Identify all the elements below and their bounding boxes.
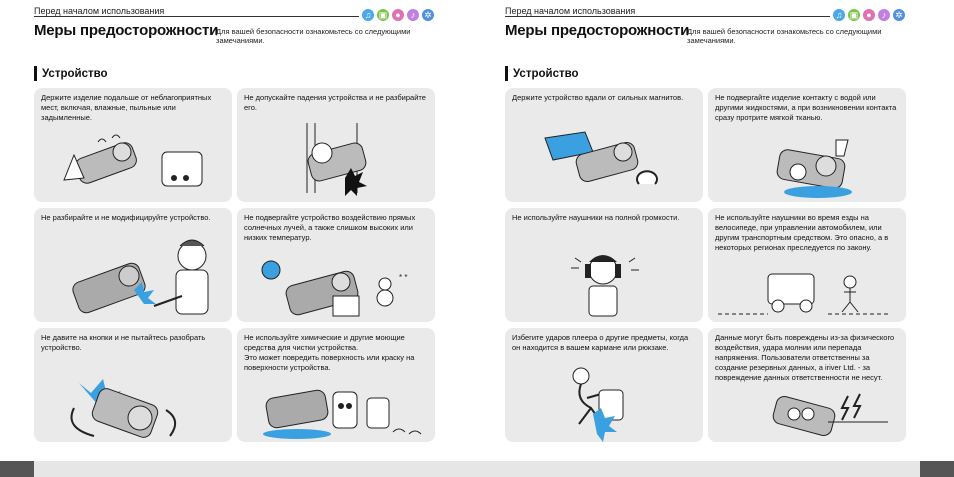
footer-block-right — [920, 461, 954, 477]
caution-text: Не используйте наушники во время езды на велосипеде, при управлении автомобилем, или другим транспортным средством. Это опасно, а в некоторых регионах преследуется по закону. — [715, 213, 889, 252]
caution-text: Держите устройство вдали от сильных магнитов. — [512, 93, 684, 102]
caution-text: Избегите ударов плеера о другие предметы, когда он находится в вашем кармане или рюкзаке. — [512, 333, 689, 352]
breadcrumb: Перед началом использования — [34, 6, 165, 16]
caution-text: Не разбирайте и не модифицируйте устройство. — [41, 213, 211, 222]
music-icon: ♫ — [833, 9, 845, 21]
section-label: Устройство — [513, 67, 579, 80]
magnet-illustration — [505, 118, 703, 202]
traffic-illustration — [708, 262, 906, 322]
caution-text: Не допускайте падения устройства и не разбирайте его. — [244, 93, 426, 112]
caution-card — [505, 328, 703, 442]
intro-text: Для вашей безопасности ознакомьтесь со следующими замечаниями. — [687, 27, 882, 45]
breadcrumb: Перед началом использования — [505, 6, 636, 16]
right-page — [505, 0, 915, 460]
section-heading — [505, 66, 579, 81]
svg-text:* *: * * — [399, 273, 408, 282]
caution-card — [708, 328, 906, 442]
radio-icon: ♪ — [407, 9, 419, 21]
caution-text: Не подвергайте устройство воздействию прямых солнечных лучей, а также слишком высоких или низких температур. — [244, 213, 416, 242]
temperature-illustration — [237, 250, 435, 322]
data-loss-illustration — [708, 392, 906, 442]
left-page — [34, 0, 444, 460]
footer-bar — [0, 461, 954, 477]
caution-card — [708, 88, 906, 202]
water-illustration — [708, 132, 906, 202]
caution-card — [708, 208, 906, 322]
settings-icon: ✲ — [422, 9, 434, 21]
section-bar — [34, 66, 37, 81]
header-divider — [505, 16, 830, 17]
caution-card — [34, 208, 232, 322]
video-icon: ● — [392, 9, 404, 21]
page-title: Меры предосторожности — [34, 22, 219, 39]
chemicals-illustration — [237, 376, 435, 442]
caution-card — [505, 208, 703, 322]
photo-icon: ▣ — [849, 10, 859, 20]
caution-text: Держите изделие подальше от неблагоприятных мест, включая, влажные, пыльные или задымленные. — [41, 93, 212, 122]
headphones-illustration — [505, 242, 703, 322]
caution-text: Не используйте химические и другие моющие средства для чистки устройства. Это может повредить поверхность или краску на поверхности устройства. — [244, 333, 415, 372]
drop-illustration — [237, 118, 435, 202]
caution-card — [34, 328, 232, 442]
section-heading — [34, 66, 108, 81]
humidity-illustration — [34, 130, 232, 202]
caution-text: Не давите на кнопки и не пытайтесь разобрать устройство. — [41, 333, 206, 352]
header-divider — [34, 16, 359, 17]
photo-icon: ▣ — [378, 10, 388, 20]
music-icon: ♫ — [362, 9, 374, 21]
settings-icon: ✲ — [893, 9, 905, 21]
caution-card — [237, 88, 435, 202]
press-illustration — [34, 358, 232, 442]
video-icon: ● — [863, 9, 875, 21]
section-bar — [505, 66, 508, 81]
caution-card — [237, 328, 435, 442]
intro-text: Для вашей безопасности ознакомьтесь со следующими замечаниями. — [216, 27, 411, 45]
caution-card — [237, 208, 435, 322]
header-icons — [362, 9, 434, 21]
caution-text: Данные могут быть повреждены из-за физического воздействия, удара молнии или перепада напряжения. Пользователи ответственны за создание резервных данных, а iriver Ltd. - за повреждение данных ответственности не несут. — [715, 333, 895, 382]
caution-card — [34, 88, 232, 202]
disassemble-illustration — [34, 234, 232, 322]
caution-text: Не используйте наушники на полной громкости. — [512, 213, 680, 222]
header-icons — [833, 9, 905, 21]
radio-icon: ♪ — [878, 9, 890, 21]
caution-card — [505, 88, 703, 202]
footer-block-left — [0, 461, 34, 477]
caution-text: Не подвергайте изделие контакту с водой или другими жидкостями, а при возникновении контакта сразу протрите мягкой тканью. — [715, 93, 897, 122]
section-label: Устройство — [42, 67, 108, 80]
impact-illustration — [505, 358, 703, 442]
page-title: Меры предосторожности — [505, 22, 690, 39]
